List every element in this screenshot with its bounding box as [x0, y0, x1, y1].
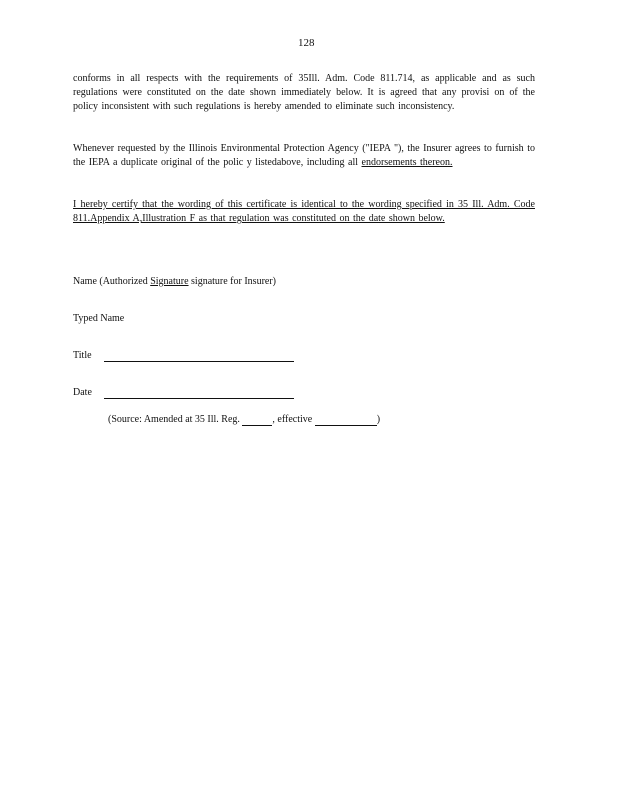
endorsements-text: endorsements thereon.: [361, 157, 453, 168]
source-prefix: (Source: Amended at 35 Ill. Reg.: [108, 414, 240, 425]
paragraph-certification: I hereby certify that the wording of this certificate is identical to the wording specified in 35 Ill. Adm. Code 811.Appendix A,Illustration F as that regulation was constituted on the date shown below.: [73, 199, 535, 224]
paragraph-conformity: conforms in all respects with the requirements of 35Ill. Adm. Code 811.714, as applicable and as such regulations were constituted on the date shown immediately below. It is agreed that any provisi on of the policy inconsistent with such regulations is hereby amended to eliminate such inconsistency.: [73, 73, 535, 112]
source-end: ): [376, 414, 381, 425]
name-suffix: signature for Insurer): [191, 276, 276, 287]
paragraph-duplicate-request: [73, 142, 535, 170]
paragraph-duplicate-text: Whenever requested by the Illinois Environmental Protection Agency ("IEPA "), the Insurer agrees to furnish to the IEPA a duplicate original of the polic y listedabove, including all: [73, 143, 535, 168]
date-label: Date: [73, 387, 92, 398]
title-line: [104, 361, 294, 362]
date-line: [104, 398, 294, 399]
page-number: 128: [298, 37, 315, 49]
signature-underlined: Signature: [150, 276, 189, 287]
title-label: Title: [73, 350, 92, 361]
source-note: [108, 414, 380, 426]
name-prefix: Name (Authorized: [73, 276, 148, 287]
register-blank: [242, 414, 272, 426]
typed-name-label: Typed Name: [73, 313, 125, 324]
name-field-label: [73, 276, 276, 287]
source-mid: , effective: [272, 414, 313, 425]
effective-blank: [315, 414, 377, 426]
